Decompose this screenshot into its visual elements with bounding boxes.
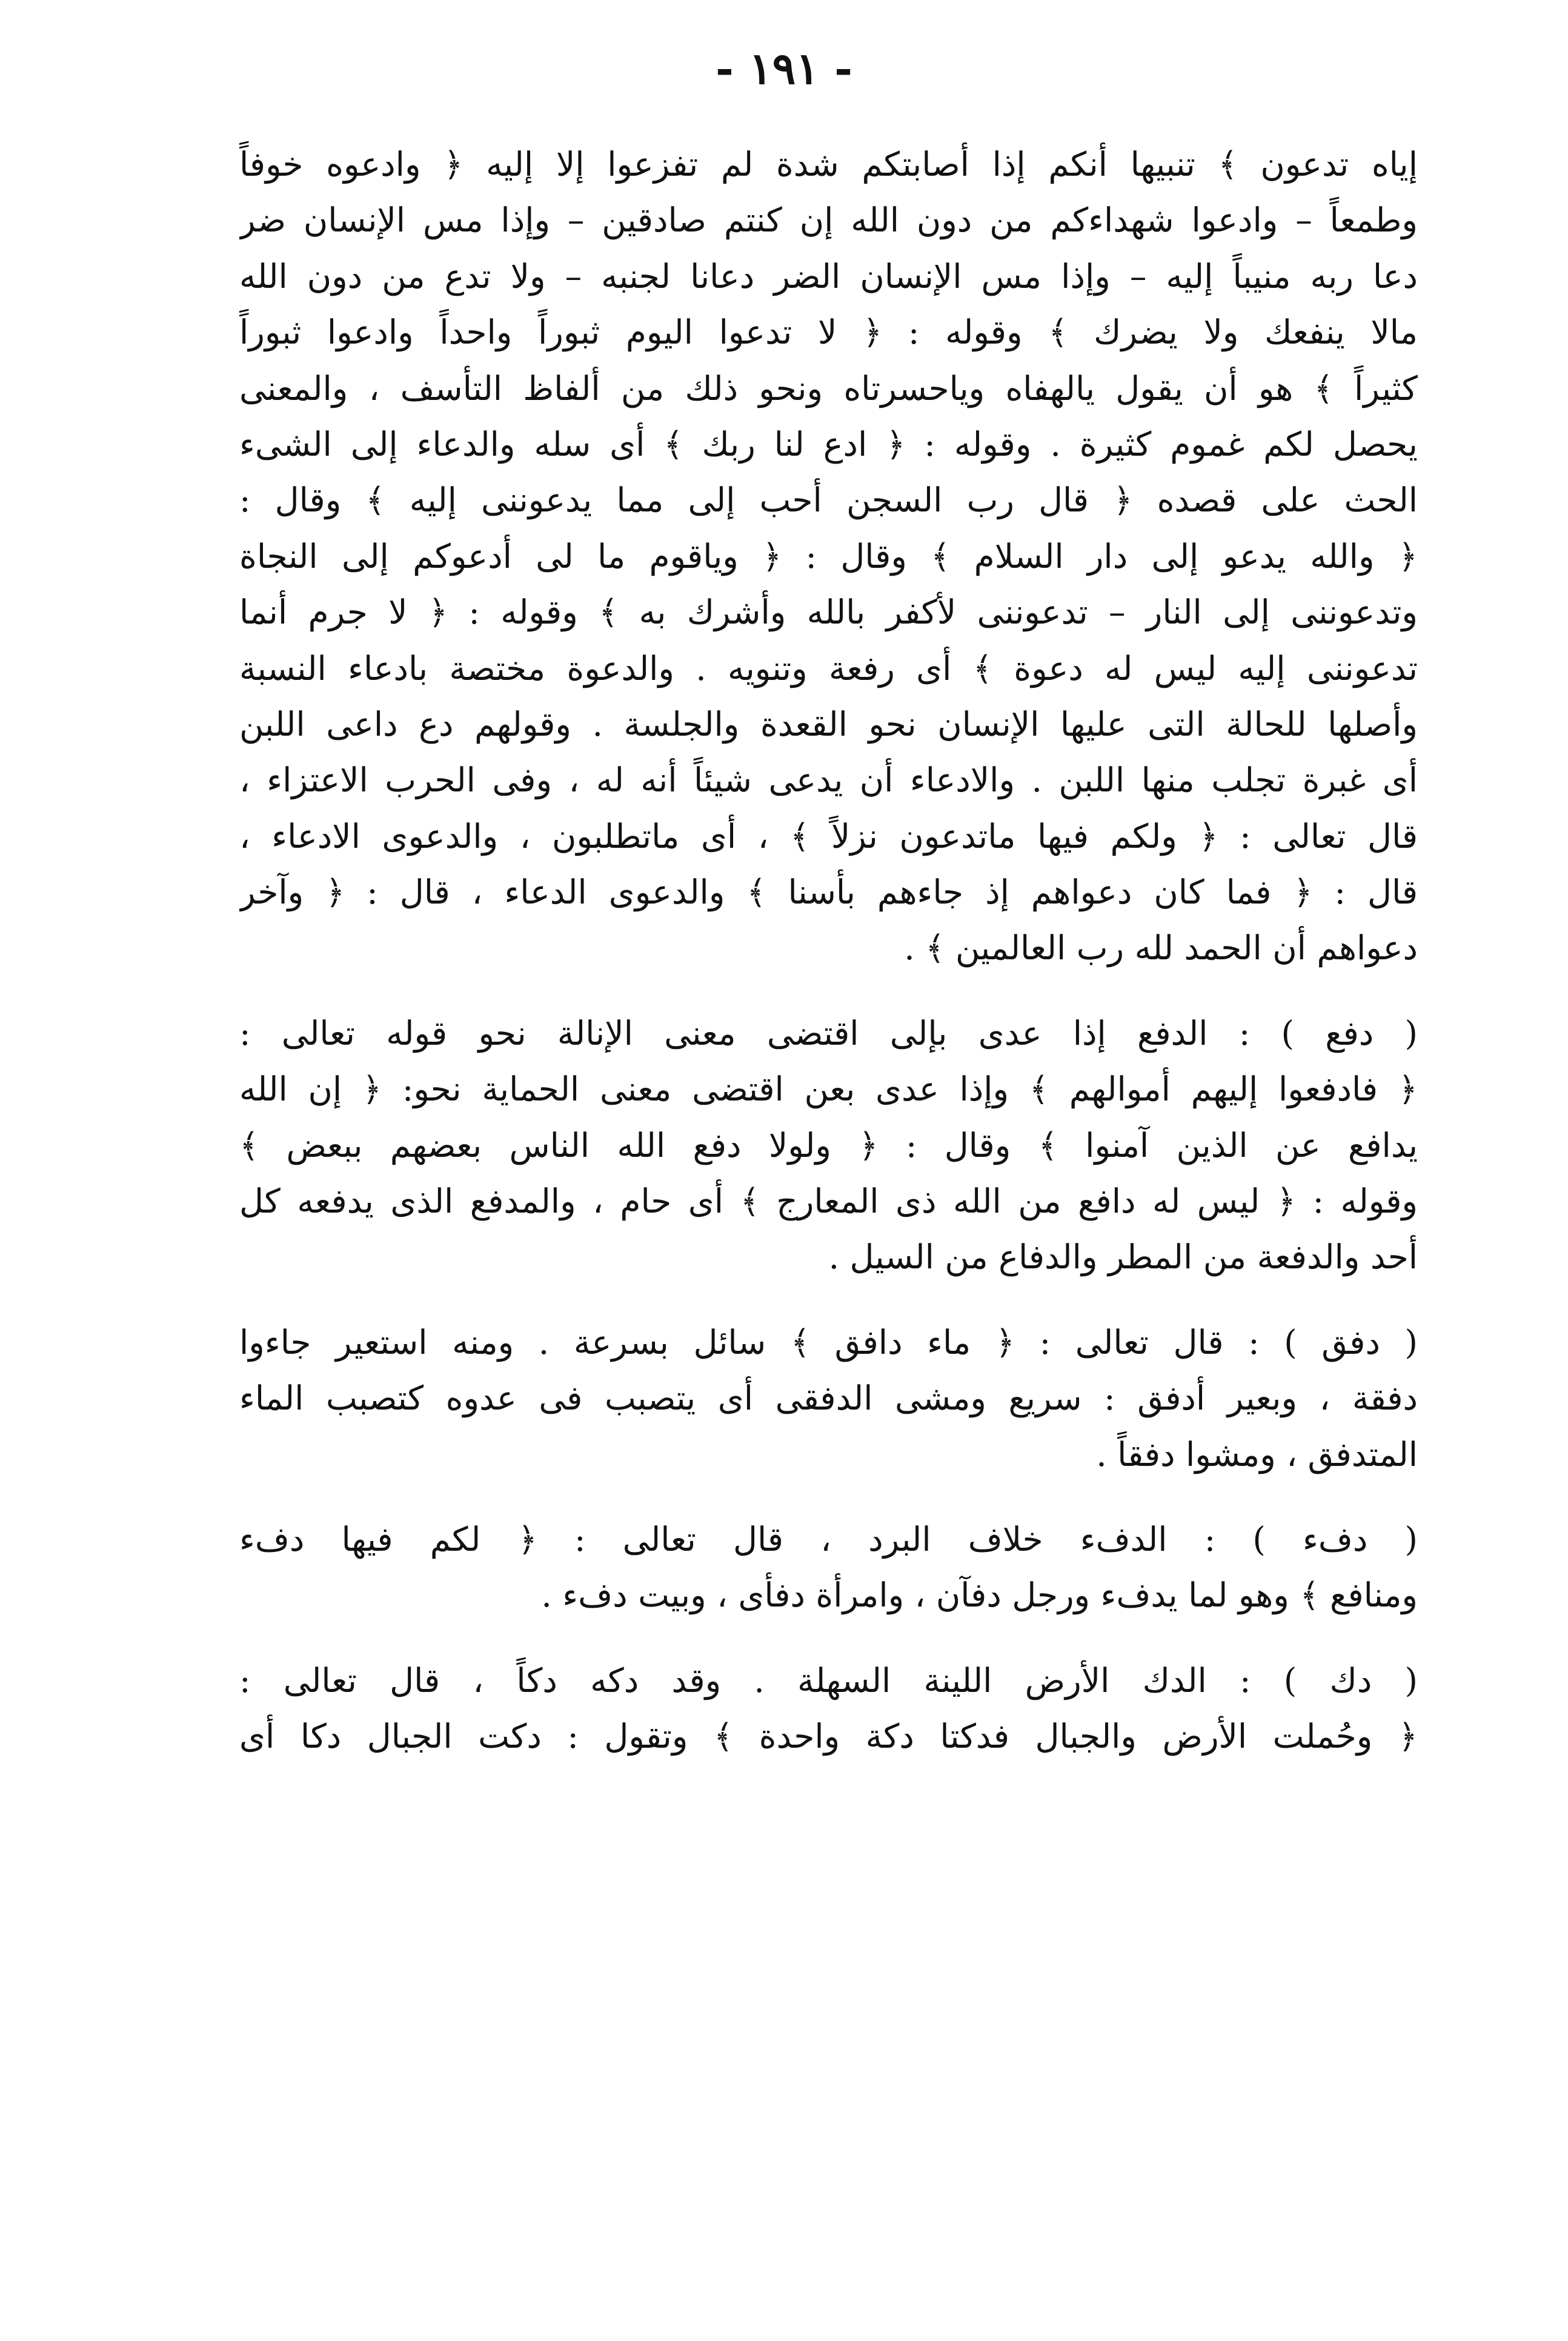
text-line: ﴿ والله يدعو إلى دار السلام ﴾ وقال : ﴿ وياقوم ما لى أدعوكم إلى النجاة <box>239 536 1418 576</box>
text-line: إياه تدعون ﴾ تنبيها أنكم إذا أصابتكم شدة لم تفزعوا إلا إليه ﴿ وادعوه خوفاً <box>239 145 1418 184</box>
text-line: قال : ﴿ فما كان دعواهم إذ جاءهم بأسنا ﴾ والدعوى الدعاء ، قال : ﴿ وآخر <box>239 873 1418 912</box>
paragraph-dafaq <box>239 1314 1418 1482</box>
paragraph-dif <box>239 1511 1418 1623</box>
text-line: الحث على قصده ﴿ قال رب السجن أحب إلى مما يدعوننى إليه ﴾ وقال : <box>239 481 1418 520</box>
text-line: أحد والدفعة من المطر والدفاع من السيل . <box>828 1237 1418 1277</box>
text-line: تدعوننى إليه ليس له دعوة ﴾ أى رفعة وتنويه . والدعوة مختصة بادعاء النسبة <box>239 648 1418 688</box>
text-line: المتدفق ، ومشوا دفقاً . <box>1096 1434 1418 1474</box>
page-body <box>239 136 1418 1765</box>
paragraph-dak <box>239 1653 1418 1765</box>
text-line: يدافع عن الذين آمنوا ﴾ وقال : ﴿ ولولا دفع الله الناس بعضهم ببعض ﴾ <box>239 1125 1418 1165</box>
entry-head-line: ( دفق ) : قال تعالى : ﴿ ماء دافق ﴾ سائل بسرعة . ومنه استعير جاءوا <box>239 1322 1418 1362</box>
text-line: أى غبرة تجلب منها اللبن . والادعاء أن يدعى شيئاً أنه له ، وفى الحرب الاعتزاء ، <box>239 761 1418 800</box>
text-line: يحصل لكم غموم كثيرة . وقوله : ﴿ ادع لنا ربك ﴾ أى سله والدعاء إلى الشىء <box>239 424 1418 464</box>
paragraph-dua <box>239 136 1418 976</box>
text-line: ﴿ فادفعوا إليهم أموالهم ﴾ وإذا عدى بعن اقتضى معنى الحماية نحو: ﴿ إن الله <box>239 1070 1418 1109</box>
text-line: قال تعالى : ﴿ ولكم فيها ماتدعون نزلاً ﴾ ، أى ماتطلبون ، والدعوى الادعاء ، <box>239 816 1418 856</box>
text-line: دعا ربه منيباً إليه – وإذا مس الإنسان الضر دعانا لجنبه – ولا تدع من دون الله <box>239 256 1418 296</box>
text-line: وأصلها للحالة التى عليها الإنسان نحو القعدة والجلسة . وقولهم دع داعى اللبن <box>239 704 1418 744</box>
entry-head-line: ( دفع ) : الدفع إذا عدى بإلى اقتضى معنى الإنالة نحو قوله تعالى : <box>239 1013 1418 1053</box>
text-line: وطمعاً – وادعوا شهداءكم من دون الله إن كنتم صادقين – وإذا مس الإنسان ضر <box>239 201 1418 240</box>
text-line: ﴿ وحُملت الأرض والجبال فدكتا دكة واحدة ﴾ وتقول : دكت الجبال دكا أى <box>239 1717 1418 1756</box>
page-number: - ١٩١ - <box>716 42 852 94</box>
entry-head-line: ( دفء ) : الدفء خلاف البرد ، قال تعالى : ﴿ لكم فيها دفء <box>239 1519 1418 1559</box>
text-line: كثيراً ﴾ هو أن يقول يالهفاه وياحسرتاه ونحو ذلك من ألفاظ التأسف ، والمعنى <box>239 368 1418 408</box>
text-line: ومنافع ﴾ وهو لما يدفء ورجل دفآن ، وامرأة دفأى ، وبيت دفء . <box>541 1576 1418 1615</box>
text-line: مالا ينفعك ولا يضرك ﴾ وقوله : ﴿ لا تدعوا اليوم ثبوراً واحداً وادعوا ثبوراً <box>239 313 1418 352</box>
text-line: وتدعوننى إلى النار – تدعوننى لأكفر بالله وأشرك به ﴾ وقوله : ﴿ لا جرم أنما <box>239 593 1418 632</box>
entry-head-line: ( دك ) : الدك الأرض اللينة السهلة . وقد دكه دكاً ، قال تعالى : <box>239 1660 1418 1700</box>
text-line: وقوله : ﴿ ليس له دافع من الله ذى المعارج ﴾ أى حام ، والمدفع الذى يدفعه كل <box>239 1182 1418 1221</box>
paragraph-dafa <box>239 1005 1418 1285</box>
text-line: دفقة ، وبعير أدفق : سريع ومشى الدفقى أى يتصبب فى عدوه كتصبب الماء <box>239 1379 1418 1418</box>
text-line: دعواهم أن الحمد لله رب العالمين ﴾ . <box>904 928 1418 968</box>
